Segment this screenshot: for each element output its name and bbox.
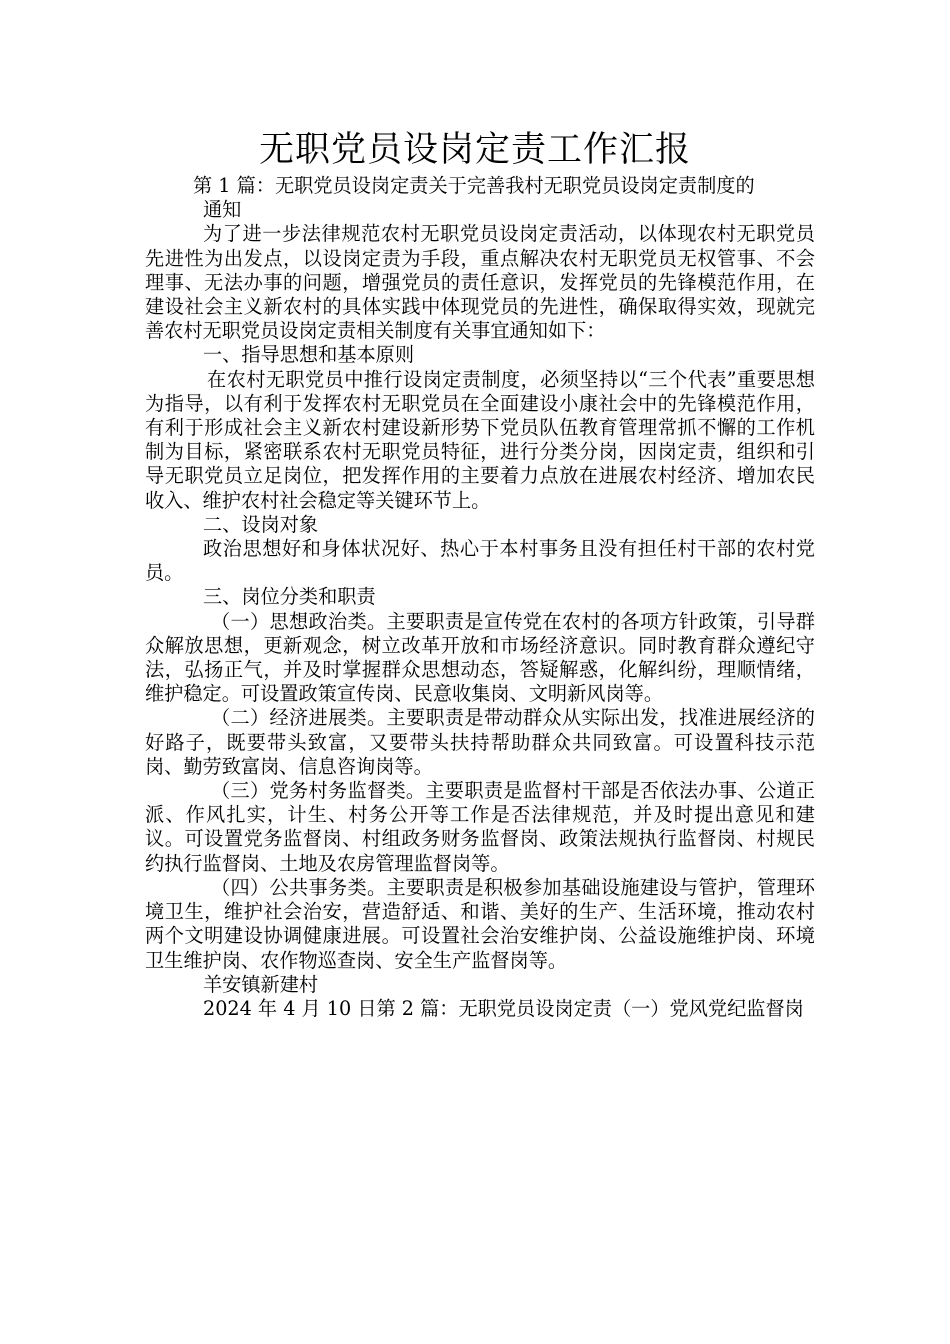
article-heading: 第 1 篇：无职党员设岗定责关于完善我村无职党员设岗定责制度的 (193, 174, 755, 197)
section-heading-2: 二、设岗对象 (203, 512, 319, 536)
paragraph-category-3: （三）党务村务监督类。主要职责是监督村干部是否依法办事、公道正派、作风扎实，计生、村务公开等工作是否法律规范，并及时提出意见和建议。可设置党务监督岗、村组政务财务监督岗、政策法规执行监督岗、村规民约执行监督岗、土地及农房管理监督岗等。 (145, 779, 815, 875)
document-title: 无职党员设岗定责工作汇报 (258, 130, 691, 170)
paragraph-target: 政治思想好和身体状况好、热心于本村事务且没有担任村干部的农村党员。 (145, 537, 815, 585)
paragraph-category-2: （二）经济进展类。主要职责是带动群众从实际出发，找准进展经济的好路子，既要带头致富，又要带头扶持帮助群众共同致富。可设置科技示范岗、勤劳致富岗、信息咨询岗等。 (145, 706, 815, 778)
notice-label: 通知 (203, 198, 242, 222)
paragraph-guiding: 在农村无职党员中推行设岗定责制度，必须坚持以“三个代表”重要思想为指导，以有利于发挥农村无职党员在全面建设小康社会中的先锋模范作用，有利于形成社会主义新农村建设新形势下党员队伍教育管理常抓不懈的工作机制为目标，紧密联系农村无职党员特征，进行分类分岗，因岗定责，组织和引导无职党员立足岗位，把发挥作用的主要着力点放在进展农村经济、增加农民收入、维护农村社会稳定等关键环节上。 (145, 367, 815, 512)
document-body (145, 174, 815, 1021)
signature-village: 羊安镇新建村 (203, 972, 319, 996)
paragraph-intro: 为了进一步法律规范农村无职党员设岗定责活动，以体现农村无职党员先进性为出发点，以设岗定责为手段，重点解决农村无职党员无权管事、不会理事、无法办事的问题，增强党员的责任意识，发挥党员的先锋模范作用，在建设社会主义新农村的具体实践中体现党员的先进性，确保取得实效，现就完善农村无职党员设岗定责相关制度有关事宜通知如下： (145, 222, 815, 343)
paragraph-category-4: （四）公共事务类。主要职责是积极参加基础设施建设与管护，管理环境卫生，维护社会治安，营造舒适、和谐、美好的生产、生活环境，推动农村两个文明建设协调健康进展。可设置社会治安维护岗、公益设施维护岗、环境卫生维护岗、农作物巡查岗、安全生产监督岗等。 (145, 875, 815, 972)
section-heading-1: 一、指导思想和基本原则 (203, 343, 415, 367)
paragraph-category-1: （一）思想政治类。主要职责是宣传党在农村的各项方针政策，引导群众解放思想，更新观念，树立改革开放和市场经济意识。同时教育群众遵纪守法，弘扬正气，并及时掌握群众思想动态，答疑解惑，化解纠纷，理顺情绪，维护稳定。可设置政策宣传岗、民意收集岗、文明新风岗等。 (145, 609, 815, 706)
date-and-next-article: 2024 年 4 月 10 日第 2 篇：无职党员设岗定责（一）党风党纪监督岗 (203, 996, 804, 1020)
section-heading-3: 三、岗位分类和职责 (203, 585, 376, 609)
